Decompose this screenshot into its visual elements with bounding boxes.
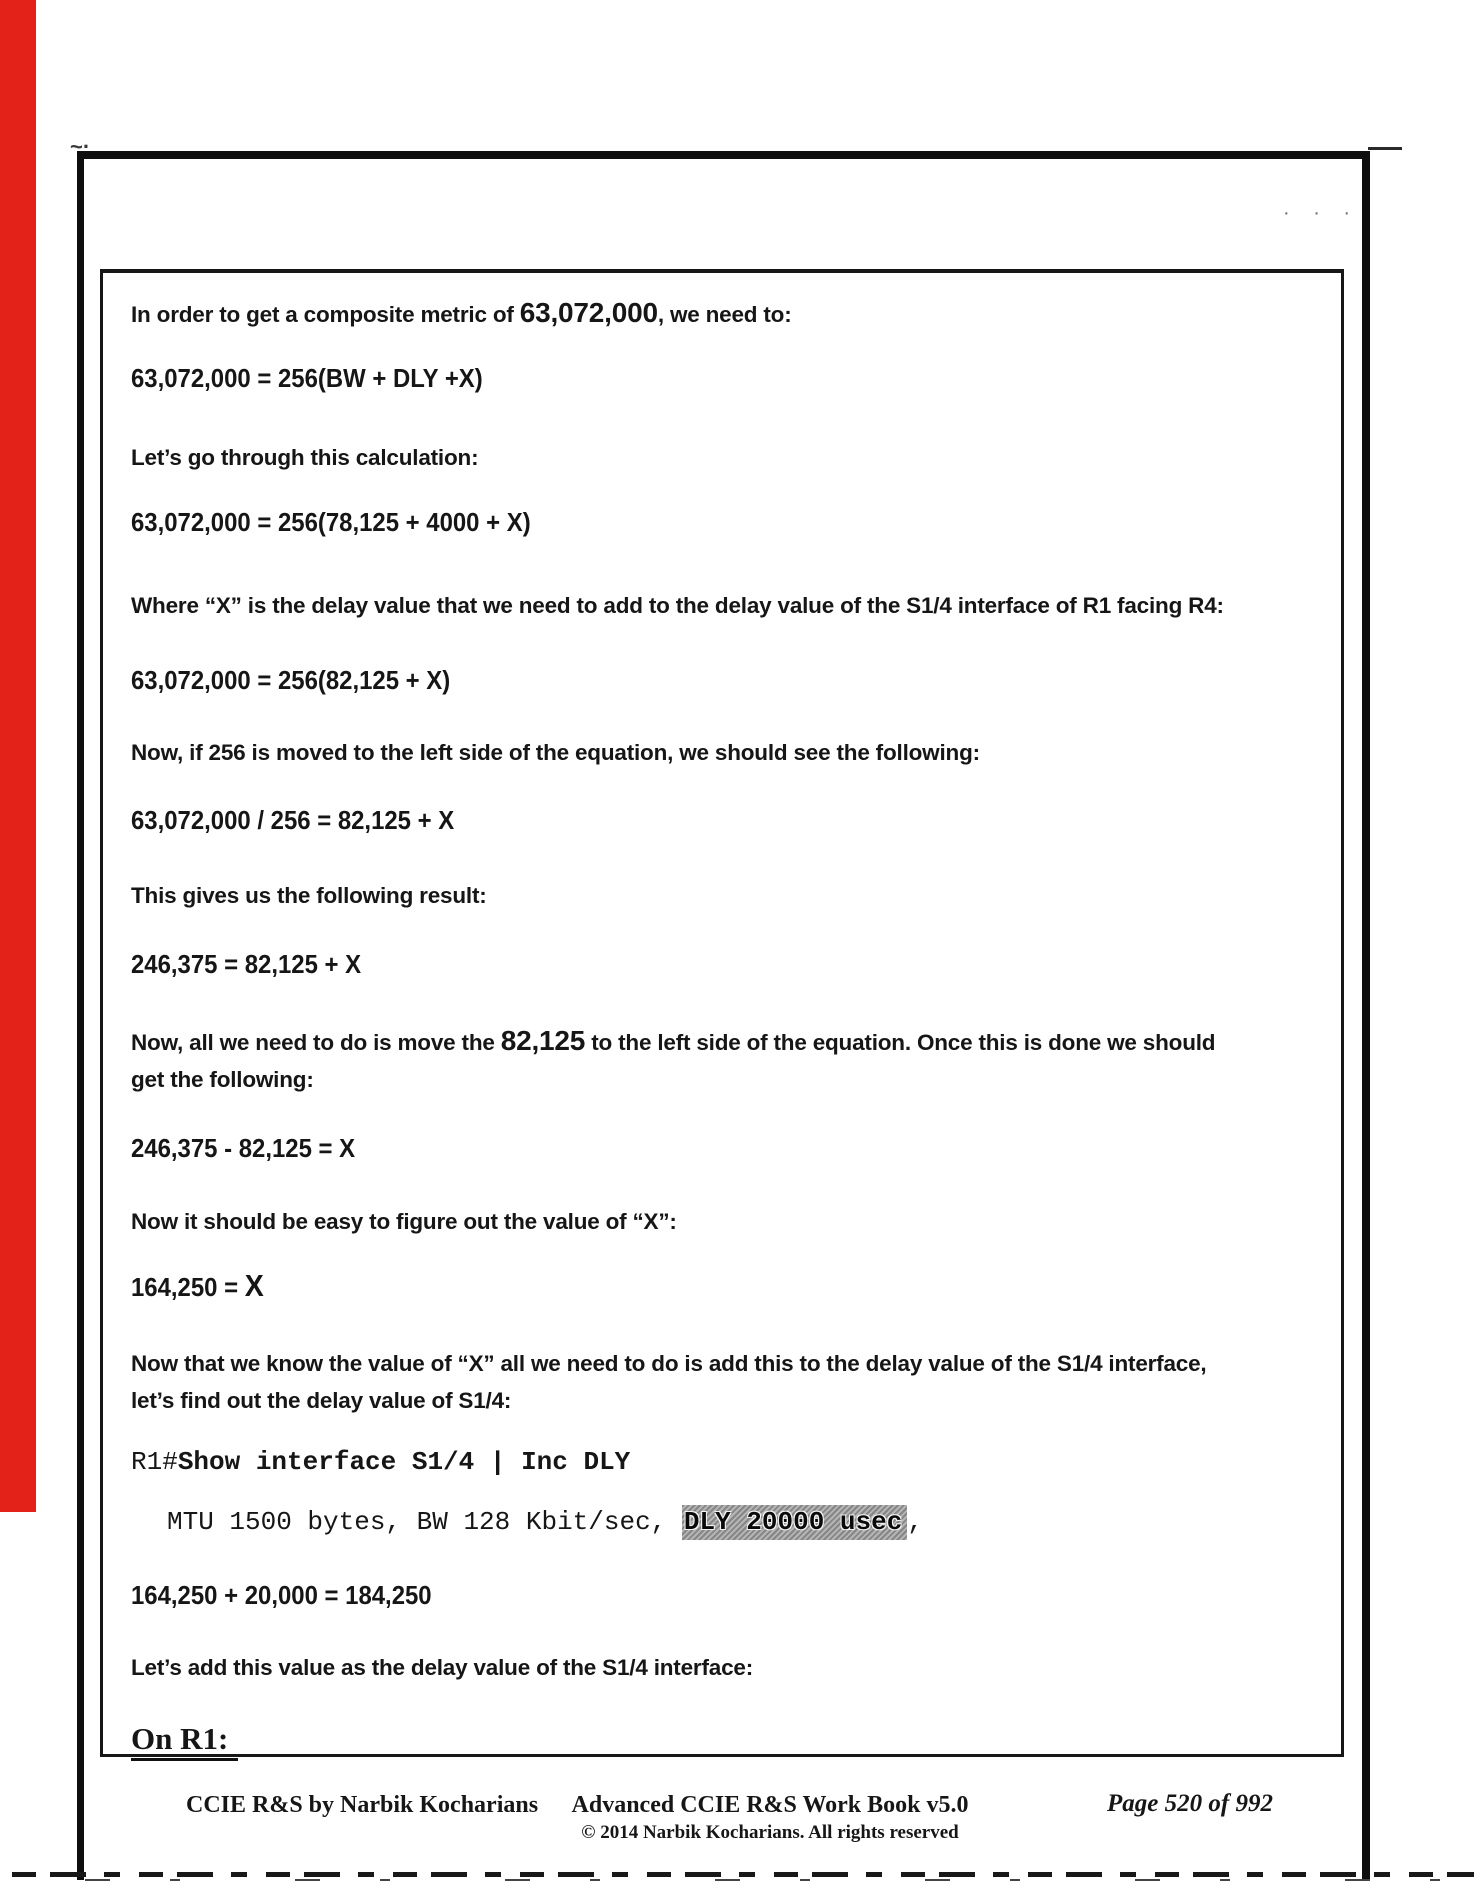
section-heading-text: On R1: <box>131 1721 238 1761</box>
paragraph-know-x-line1: Now that we know the value of “X” all we need to do is add this to the delay value of the S1/4 interface, <box>131 1351 1207 1376</box>
value-82125: 82,125 <box>500 1025 586 1056</box>
paragraph-know-x-line2: let’s find out the delay value of S1/4: <box>131 1388 512 1413</box>
paragraph-calculation: Let’s go through this calculation: <box>131 445 479 470</box>
section-heading-on-r1 <box>131 1721 238 1757</box>
footer-book-title: Advanced CCIE R&S Work Book v5.0 <box>571 1792 969 1818</box>
equation-5: 246,375 = 82,125 + X <box>131 949 362 979</box>
equation-7-left: 164,250 = <box>131 1272 245 1302</box>
scan-bottom-edge-line-2 <box>30 1879 1450 1881</box>
footer-copyright: © 2014 Narbik Kocharians. All rights reserved <box>581 1822 959 1843</box>
equation-2: 63,072,000 = 256(78,125 + 4000 + X) <box>131 507 531 537</box>
footer-page-number: Page 520 of 992 <box>1107 1790 1273 1817</box>
equation-8: 164,250 + 20,000 = 184,250 <box>131 1580 432 1610</box>
scan-artifact-dots: · · · <box>1283 202 1360 224</box>
equation-6: 246,375 - 82,125 = X <box>131 1133 356 1163</box>
red-scan-edge-strip <box>0 0 36 1512</box>
footer-author: CCIE R&S by Narbik Kocharians <box>186 1792 539 1818</box>
scan-bottom-edge-line <box>12 1872 1474 1877</box>
paragraph-know-x <box>131 1345 1206 1419</box>
scan-artifact-dash <box>1368 147 1402 150</box>
equation-7-x: X <box>244 1268 264 1303</box>
equation-7 <box>131 1269 264 1304</box>
cli-command: Show interface S1/4 | Inc DLY <box>177 1447 631 1477</box>
footer-book-info <box>520 1792 1020 1844</box>
paragraph-move-256: Now, if 256 is moved to the left side of the equation, we should see the following: <box>131 740 980 765</box>
equation-4: 63,072,000 / 256 = 82,125 + X <box>131 805 455 835</box>
paragraph-result: This gives us the following result: <box>131 883 487 908</box>
paragraph-move-82125-post: to the left side of the equation. Once this is done we should <box>585 1030 1216 1055</box>
equation-1: 63,072,000 = 256(BW + DLY +X) <box>131 363 483 393</box>
metric-value: 63,072,000 <box>519 297 658 328</box>
paragraph-move-82125 <box>131 1022 1215 1098</box>
paragraph-intro <box>131 294 792 333</box>
paragraph-add-delay: Let’s add this value as the delay value of the S1/4 interface: <box>131 1655 753 1680</box>
paragraph-intro-post: , we need to: <box>657 302 792 327</box>
cli-output-post: , <box>907 1507 923 1537</box>
cli-prompt: R1# <box>131 1447 178 1477</box>
content-box <box>100 269 1344 1757</box>
scan-artifact-squiggle: ~· <box>70 134 91 159</box>
cli-output-line <box>167 1505 923 1539</box>
cli-command-line <box>131 1445 630 1479</box>
paragraph-figure-x: Now it should be easy to figure out the value of “X”: <box>131 1209 677 1234</box>
paragraph-intro-pre: In order to get a composite metric of <box>131 302 520 327</box>
paragraph-move-82125-line2: get the following: <box>131 1067 314 1092</box>
paragraph-where-x: Where “X” is the delay value that we need to add to the delay value of the S1/4 interface of R1 facing R4: <box>131 593 1224 618</box>
cli-output-pre: MTU 1500 bytes, BW 128 Kbit/sec, <box>167 1507 682 1537</box>
dly-highlight: DLY 20000 usec <box>682 1505 907 1540</box>
paragraph-move-82125-pre: Now, all we need to do is move the <box>131 1030 501 1055</box>
equation-3: 63,072,000 = 256(82,125 + X) <box>131 665 451 695</box>
